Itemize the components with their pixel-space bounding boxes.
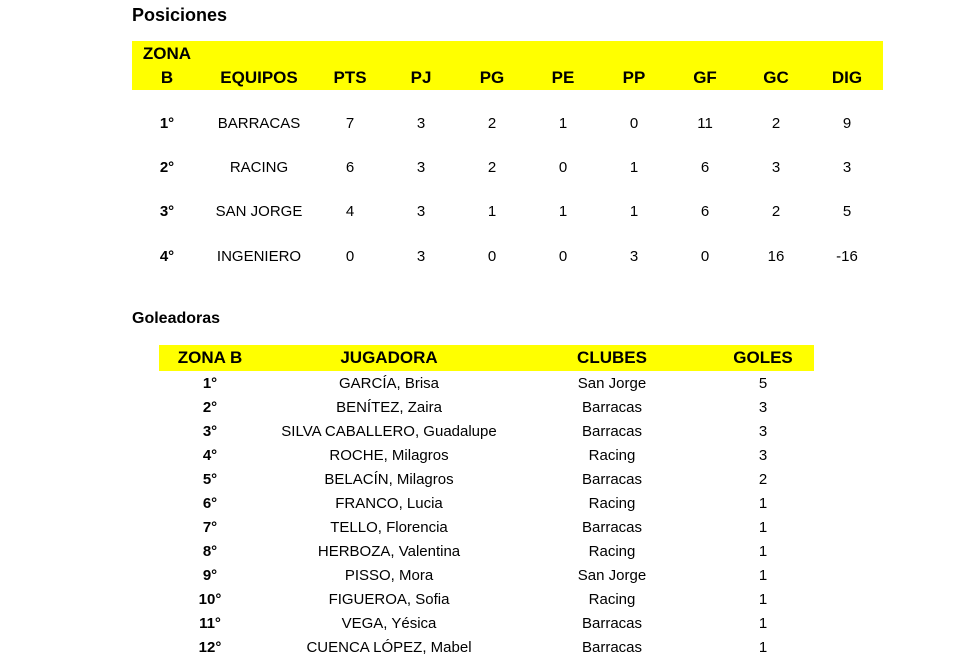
club-cell: San Jorge <box>577 375 647 392</box>
pe-cell: 0 <box>558 248 568 265</box>
pts-cell: 4 <box>345 203 355 220</box>
dig-cell: 3 <box>842 159 852 176</box>
pp-cell: 0 <box>629 115 639 132</box>
header-equipos: EQUIPOS <box>220 68 298 87</box>
rank-cell: 3° <box>159 203 175 220</box>
club-cell: Barracas <box>581 423 643 440</box>
table-row <box>132 159 883 181</box>
rank-cell: 6° <box>202 495 218 512</box>
rank-cell: 9° <box>202 567 218 584</box>
pp-cell: 1 <box>629 203 639 220</box>
table-row <box>159 636 814 660</box>
gf-cell: 11 <box>697 115 713 132</box>
posiciones-title: Posiciones <box>132 5 228 25</box>
goals-cell: 3 <box>758 423 768 440</box>
player-cell: FRANCO, Lucia <box>335 495 443 512</box>
rank-cell: 4° <box>159 248 175 265</box>
posiciones-header-row <box>132 41 883 90</box>
table-row <box>159 564 814 588</box>
pg-cell: 2 <box>487 159 497 176</box>
rank-cell: 4° <box>202 447 218 464</box>
header-gc: GC <box>763 68 789 87</box>
player-cell: BELACÍN, Milagros <box>324 471 454 488</box>
gc-cell: 3 <box>771 159 781 176</box>
goals-cell: 1 <box>758 495 768 512</box>
gf-cell: 0 <box>700 248 710 265</box>
pj-cell: 3 <box>416 203 426 220</box>
goals-cell: 1 <box>758 543 768 560</box>
player-cell: HERBOZA, Valentina <box>317 543 461 560</box>
player-cell: ROCHE, Milagros <box>329 447 449 464</box>
table-row <box>159 444 814 468</box>
player-cell: CUENCA LÓPEZ, Mabel <box>306 639 472 656</box>
player-cell: SILVA CABALLERO, Guadalupe <box>281 423 497 440</box>
rank-cell: 1° <box>159 115 175 132</box>
team-cell: SAN JORGE <box>215 203 303 220</box>
header-zona-b: ZONA B <box>177 348 243 367</box>
player-cell: FIGUEROA, Sofia <box>328 591 450 608</box>
header-dig: DIG <box>831 68 863 87</box>
header-pe: PE <box>551 68 575 87</box>
table-row <box>159 516 814 540</box>
pts-cell: 7 <box>345 115 355 132</box>
header-pg: PG <box>479 68 505 87</box>
rank-cell: 3° <box>202 423 218 440</box>
table-row <box>132 248 883 270</box>
club-cell: Barracas <box>581 399 643 416</box>
team-cell: INGENIERO <box>216 248 302 265</box>
rank-cell: 2° <box>202 399 218 416</box>
club-cell: Barracas <box>581 519 643 536</box>
header-pts: PTS <box>333 68 367 87</box>
club-cell: Racing <box>588 495 636 512</box>
rank-cell: 1° <box>202 375 218 392</box>
pe-cell: 0 <box>558 159 568 176</box>
player-cell: GARCÍA, Brisa <box>338 375 440 392</box>
goals-cell: 2 <box>758 471 768 488</box>
pts-cell: 0 <box>345 248 355 265</box>
pp-cell: 3 <box>629 248 639 265</box>
player-cell: VEGA, Yésica <box>341 615 437 632</box>
pj-cell: 3 <box>416 248 426 265</box>
goleadoras-title: Goleadoras <box>132 310 221 327</box>
header-zona-line2: B <box>160 68 174 87</box>
player-cell: BENÍTEZ, Zaira <box>336 399 442 416</box>
table-row <box>159 468 814 492</box>
rank-cell: 11° <box>199 615 221 632</box>
player-cell: TELLO, Florencia <box>330 519 448 536</box>
goals-cell: 1 <box>758 639 768 656</box>
rank-cell: 5° <box>202 471 218 488</box>
team-cell: BARRACAS <box>217 115 301 132</box>
gf-cell: 6 <box>700 203 710 220</box>
pg-cell: 0 <box>487 248 497 265</box>
gc-cell: 16 <box>767 248 785 265</box>
pts-cell: 6 <box>345 159 355 176</box>
goals-cell: 1 <box>758 567 768 584</box>
header-gf: GF <box>693 68 717 87</box>
rank-cell: 12° <box>198 639 222 656</box>
club-cell: Barracas <box>581 615 643 632</box>
header-pp: PP <box>622 68 646 87</box>
rank-cell: 2° <box>159 159 175 176</box>
pe-cell: 1 <box>558 203 568 220</box>
table-row <box>159 540 814 564</box>
goals-cell: 3 <box>758 447 768 464</box>
gc-cell: 2 <box>771 115 781 132</box>
table-row <box>159 588 814 612</box>
club-cell: Racing <box>588 543 636 560</box>
header-jugadora: JUGADORA <box>340 348 438 367</box>
goals-cell: 1 <box>758 615 768 632</box>
dig-cell: 5 <box>842 203 852 220</box>
club-cell: Racing <box>588 447 636 464</box>
table-row <box>132 203 883 225</box>
gf-cell: 6 <box>700 159 710 176</box>
table-row <box>159 492 814 516</box>
goals-cell: 1 <box>758 591 768 608</box>
table-row <box>159 420 814 444</box>
pj-cell: 3 <box>416 115 426 132</box>
goleadoras-header-row <box>159 345 814 371</box>
pp-cell: 1 <box>629 159 639 176</box>
pg-cell: 1 <box>487 203 497 220</box>
player-cell: PISSO, Mora <box>344 567 434 584</box>
gc-cell: 2 <box>771 203 781 220</box>
pe-cell: 1 <box>558 115 568 132</box>
pj-cell: 3 <box>416 159 426 176</box>
table-row <box>159 372 814 396</box>
dig-cell: 9 <box>842 115 852 132</box>
rank-cell: 10° <box>198 591 222 608</box>
header-pj: PJ <box>410 68 432 87</box>
table-row <box>159 396 814 420</box>
rank-cell: 8° <box>202 543 218 560</box>
goals-cell: 3 <box>758 399 768 416</box>
header-clubes: CLUBES <box>577 348 647 367</box>
goals-cell: 5 <box>758 375 768 392</box>
header-goles: GOLES <box>733 348 793 367</box>
goals-cell: 1 <box>758 519 768 536</box>
club-cell: Barracas <box>581 639 643 656</box>
rank-cell: 7° <box>202 519 218 536</box>
table-row <box>159 612 814 636</box>
pg-cell: 2 <box>487 115 497 132</box>
club-cell: Barracas <box>581 471 643 488</box>
club-cell: San Jorge <box>577 567 647 584</box>
dig-cell: -16 <box>836 248 858 265</box>
header-zona-line1: ZONA <box>142 44 192 63</box>
team-cell: RACING <box>229 159 289 176</box>
club-cell: Racing <box>588 591 636 608</box>
table-row <box>132 115 883 137</box>
